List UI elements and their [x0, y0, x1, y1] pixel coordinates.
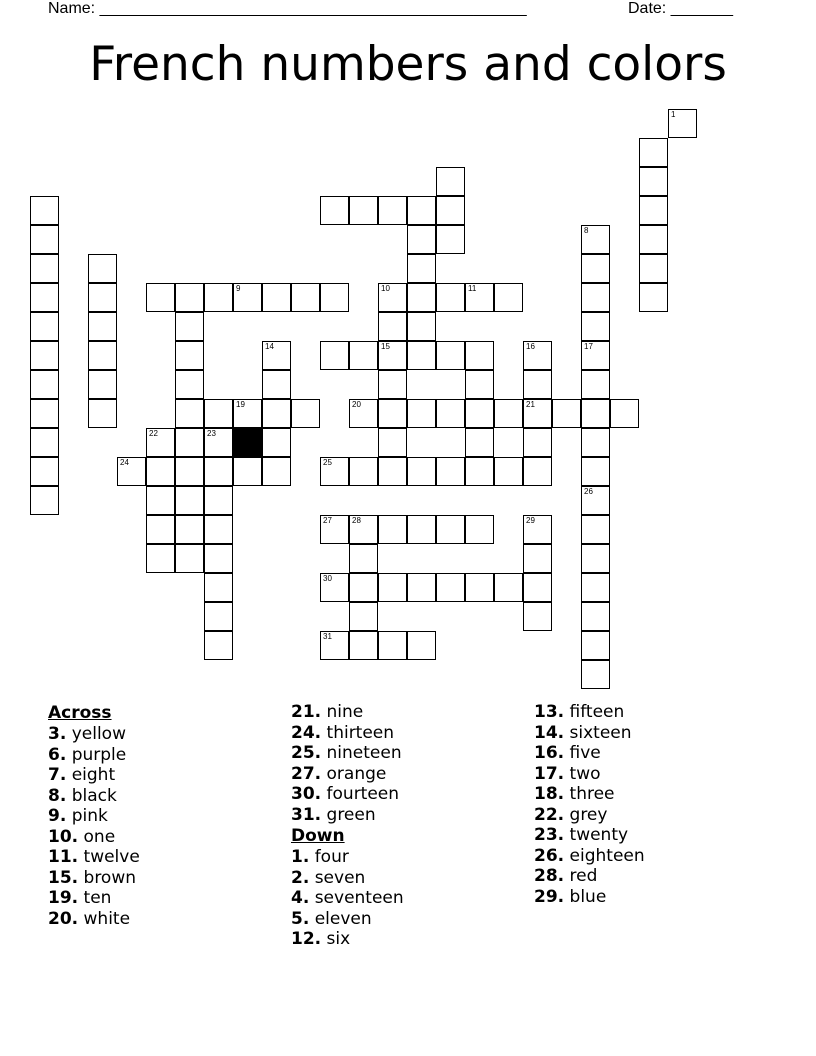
clue-text: ten [78, 888, 112, 908]
clue-text: purple [66, 744, 127, 765]
clue-item [48, 765, 140, 786]
clue-number: 6. [48, 744, 67, 765]
clue-number-label: 28 [352, 516, 361, 525]
clue-text: nineteen [321, 743, 402, 763]
crossword-cell[interactable] [175, 544, 204, 573]
crossword-cell[interactable] [204, 544, 233, 573]
crossword-cell[interactable] [581, 631, 610, 660]
crossword-cell[interactable] [262, 457, 291, 486]
crossword-cell[interactable] [436, 196, 465, 225]
crossword-cell[interactable] [349, 457, 378, 486]
clue-number-label: 26 [584, 487, 593, 496]
clue-text: black [66, 785, 117, 806]
crossword-cell[interactable] [349, 544, 378, 573]
crossword-cell[interactable] [262, 370, 291, 399]
clue-text: fifteen [564, 702, 625, 722]
crossword-cell[interactable] [436, 573, 465, 602]
crossword-cell[interactable] [465, 515, 494, 544]
crossword-cell[interactable] [407, 225, 436, 254]
crossword-cell[interactable] [407, 312, 436, 341]
clue-column-3 [534, 702, 645, 907]
crossword-cell[interactable] [436, 167, 465, 196]
crossword-cell[interactable] [494, 283, 523, 312]
crossword-cell[interactable] [30, 254, 59, 283]
crossword-cell[interactable] [378, 428, 407, 457]
crossword-cell[interactable] [523, 515, 552, 544]
clue-number-label: 19 [236, 400, 245, 409]
crossword-cell[interactable] [378, 283, 407, 312]
crossword-cell[interactable] [349, 399, 378, 428]
crossword-cell[interactable] [581, 544, 610, 573]
clue-item [291, 743, 404, 764]
crossword-cell[interactable] [436, 399, 465, 428]
crossword-cell[interactable] [88, 399, 117, 428]
crossword-cell[interactable] [436, 283, 465, 312]
crossword-cell[interactable] [523, 602, 552, 631]
clue-text: six [321, 929, 351, 949]
clue-text: red [564, 866, 598, 886]
clue-item [291, 723, 404, 744]
clue-number: 13. [534, 702, 565, 722]
crossword-cell[interactable] [175, 428, 204, 457]
crossword-cell[interactable] [378, 196, 407, 225]
clue-number-label: 16 [526, 342, 535, 351]
clue-list-col2-down [291, 847, 404, 950]
across-heading: Across [48, 703, 112, 723]
clue-text: brown [78, 867, 137, 888]
crossword-cell[interactable] [407, 515, 436, 544]
crossword-cell[interactable] [320, 457, 349, 486]
blocked-cell [233, 428, 262, 457]
clue-item [48, 868, 140, 889]
clue-text: twenty [564, 825, 629, 845]
clue-number-label: 9 [236, 284, 241, 293]
crossword-cell[interactable] [436, 341, 465, 370]
crossword-cell[interactable] [30, 370, 59, 399]
clue-number: 8. [48, 785, 67, 806]
crossword-cell[interactable] [349, 573, 378, 602]
clue-text: green [321, 804, 376, 825]
clue-number-label: 22 [149, 429, 158, 438]
crossword-cell[interactable] [88, 254, 117, 283]
clue-number: 9. [48, 806, 67, 826]
clue-item [48, 909, 140, 930]
crossword-cell[interactable] [233, 457, 262, 486]
crossword-cell[interactable] [30, 486, 59, 515]
crossword-cell[interactable] [552, 399, 581, 428]
crossword-cell[interactable] [668, 109, 697, 138]
clue-text: eight [66, 765, 116, 785]
crossword-cell[interactable] [349, 515, 378, 544]
crossword-cell[interactable] [320, 283, 349, 312]
clue-item [534, 723, 645, 744]
crossword-cell[interactable] [610, 399, 639, 428]
clue-text: grey [564, 804, 608, 825]
clue-number: 27. [291, 763, 322, 784]
clue-text: three [564, 784, 615, 804]
crossword-cell[interactable] [175, 283, 204, 312]
crossword-cell[interactable] [378, 370, 407, 399]
crossword-cell[interactable] [146, 428, 175, 457]
crossword-cell[interactable] [639, 196, 668, 225]
crossword-cell[interactable] [494, 573, 523, 602]
crossword-cell[interactable] [378, 631, 407, 660]
clue-number: 21. [291, 702, 322, 722]
crossword-cell[interactable] [465, 457, 494, 486]
clue-number-label: 27 [323, 516, 332, 525]
clue-item [48, 806, 140, 827]
crossword-cell[interactable] [378, 573, 407, 602]
crossword-cell[interactable] [117, 457, 146, 486]
clue-item [291, 702, 404, 723]
crossword-cell[interactable] [523, 341, 552, 370]
crossword-cell[interactable] [581, 573, 610, 602]
crossword-cell[interactable] [436, 225, 465, 254]
crossword-cell[interactable] [349, 341, 378, 370]
clue-number: 17. [534, 763, 565, 784]
clue-number: 12. [291, 929, 322, 949]
clue-item [291, 805, 404, 826]
crossword-cell[interactable] [494, 457, 523, 486]
crossword-cell[interactable] [639, 254, 668, 283]
clue-number: 25. [291, 743, 322, 763]
crossword-cell[interactable] [494, 399, 523, 428]
clue-number-label: 30 [323, 574, 332, 583]
clue-number: 31. [291, 804, 322, 825]
crossword-cell[interactable] [407, 341, 436, 370]
crossword-cell[interactable] [436, 457, 465, 486]
crossword-cell[interactable] [407, 457, 436, 486]
crossword-cell[interactable] [523, 370, 552, 399]
crossword-cell[interactable] [204, 399, 233, 428]
clue-number: 5. [291, 908, 310, 929]
clue-item [534, 846, 645, 867]
clue-number-label: 14 [265, 342, 274, 351]
crossword-cell[interactable] [320, 573, 349, 602]
clue-item [291, 888, 404, 909]
crossword-cell[interactable] [639, 283, 668, 312]
crossword-cell[interactable] [378, 399, 407, 428]
crossword-cell[interactable] [30, 341, 59, 370]
clue-text: seventeen [309, 888, 404, 908]
clue-item [48, 724, 140, 745]
crossword-cell[interactable] [175, 399, 204, 428]
crossword-cell[interactable] [320, 515, 349, 544]
clue-number-label: 24 [120, 458, 129, 467]
clue-number: 11. [48, 847, 79, 867]
crossword-cell[interactable] [30, 196, 59, 225]
crossword-cell[interactable] [175, 457, 204, 486]
clue-number-label: 20 [352, 400, 361, 409]
clue-list-col2-across [291, 702, 404, 825]
clue-item [534, 764, 645, 785]
crossword-cell[interactable] [465, 573, 494, 602]
crossword-cell[interactable] [378, 341, 407, 370]
clue-item [534, 702, 645, 723]
clue-number: 29. [534, 886, 565, 907]
crossword-cell[interactable] [88, 283, 117, 312]
crossword-cell[interactable] [523, 428, 552, 457]
clue-text: eleven [309, 908, 372, 929]
clue-text: one [78, 826, 116, 847]
crossword-cell[interactable] [320, 341, 349, 370]
crossword-cell[interactable] [581, 283, 610, 312]
clue-text: four [309, 847, 349, 867]
clue-number: 7. [48, 765, 67, 785]
clue-number: 15. [48, 867, 79, 888]
crossword-cell[interactable] [581, 341, 610, 370]
clue-item [291, 868, 404, 889]
date-line: _______ [670, 0, 733, 17]
crossword-cell[interactable] [175, 341, 204, 370]
crossword-cell[interactable] [204, 573, 233, 602]
clue-number-label: 15 [381, 342, 390, 351]
crossword-cell[interactable] [146, 457, 175, 486]
clue-text: nine [321, 702, 364, 722]
name-line: ________________________________________________ [99, 0, 527, 17]
clue-text: white [78, 908, 131, 929]
clue-text: eighteen [564, 845, 645, 866]
crossword-cell[interactable] [88, 312, 117, 341]
clue-item [48, 827, 140, 848]
crossword-cell[interactable] [581, 225, 610, 254]
crossword-cell[interactable] [639, 167, 668, 196]
clue-number: 20. [48, 908, 79, 929]
crossword-cell[interactable] [30, 399, 59, 428]
crossword-cell[interactable] [436, 515, 465, 544]
crossword-cell[interactable] [204, 631, 233, 660]
clue-text: yellow [66, 724, 126, 744]
clue-item [291, 909, 404, 930]
clue-item [48, 786, 140, 807]
clue-item [291, 764, 404, 785]
crossword-cell[interactable] [349, 196, 378, 225]
crossword-cell[interactable] [465, 428, 494, 457]
clue-list-col1 [48, 724, 140, 929]
crossword-cell[interactable] [523, 544, 552, 573]
clue-number-label: 17 [584, 342, 593, 351]
crossword-cell[interactable] [465, 399, 494, 428]
clue-text: seven [309, 867, 366, 888]
crossword-cell[interactable] [146, 283, 175, 312]
crossword-cell[interactable] [639, 225, 668, 254]
clue-text: two [564, 763, 601, 784]
clue-number-label: 10 [381, 284, 390, 293]
crossword-cell[interactable] [146, 486, 175, 515]
crossword-cell[interactable] [581, 660, 610, 689]
crossword-cell[interactable] [523, 399, 552, 428]
crossword-cell[interactable] [581, 602, 610, 631]
crossword-cell[interactable] [581, 399, 610, 428]
crossword-cell[interactable] [523, 573, 552, 602]
date-label: Date: [628, 0, 667, 17]
crossword-cell[interactable] [30, 312, 59, 341]
clue-item [534, 784, 645, 805]
crossword-cell[interactable] [407, 196, 436, 225]
clue-column-2 [291, 702, 404, 950]
clue-number: 4. [291, 888, 310, 908]
clue-item [48, 888, 140, 909]
clue-item [534, 825, 645, 846]
crossword-cell[interactable] [262, 341, 291, 370]
crossword-cell[interactable] [88, 370, 117, 399]
crossword-cell[interactable] [291, 399, 320, 428]
crossword-cell[interactable] [262, 399, 291, 428]
clue-text: sixteen [564, 722, 632, 743]
crossword-cell[interactable] [204, 283, 233, 312]
clue-item [291, 784, 404, 805]
clue-number-label: 31 [323, 632, 332, 641]
clue-number: 30. [291, 784, 322, 804]
crossword-cell[interactable] [378, 457, 407, 486]
crossword-cell[interactable] [30, 283, 59, 312]
crossword-cell[interactable] [175, 515, 204, 544]
clue-number-label: 21 [526, 400, 535, 409]
crossword-cell[interactable] [30, 457, 59, 486]
clue-number: 16. [534, 743, 565, 763]
clue-text: thirteen [321, 722, 395, 743]
crossword-cell[interactable] [262, 283, 291, 312]
clue-number: 14. [534, 722, 565, 743]
clue-item [534, 743, 645, 764]
page-title: French numbers and colors [89, 37, 727, 92]
clue-number-label: 23 [207, 429, 216, 438]
clue-item [291, 847, 404, 868]
clue-item [291, 929, 404, 950]
clue-number: 1. [291, 847, 310, 867]
clue-text: fourteen [321, 784, 400, 804]
clue-number-label: 8 [584, 226, 589, 235]
crossword-cell[interactable] [581, 515, 610, 544]
crossword-cell[interactable] [465, 370, 494, 399]
crossword-cell[interactable] [204, 602, 233, 631]
crossword-cell[interactable] [320, 631, 349, 660]
crossword-cell[interactable] [523, 457, 552, 486]
crossword-cell[interactable] [30, 225, 59, 254]
clue-text: blue [564, 886, 607, 907]
clue-number: 26. [534, 845, 565, 866]
crossword-cell[interactable] [204, 428, 233, 457]
clue-number: 3. [48, 724, 67, 744]
clue-number: 28. [534, 866, 565, 886]
crossword-cell[interactable] [465, 283, 494, 312]
clue-item [48, 745, 140, 766]
crossword-cell[interactable] [204, 515, 233, 544]
crossword-cell[interactable] [581, 428, 610, 457]
clue-number: 18. [534, 784, 565, 804]
crossword-cell[interactable] [30, 428, 59, 457]
down-heading: Down [291, 826, 345, 846]
clue-item [534, 887, 645, 908]
crossword-cell[interactable] [233, 399, 262, 428]
crossword-cell[interactable] [378, 312, 407, 341]
clue-number-label: 11 [468, 284, 477, 293]
clue-item [534, 805, 645, 826]
crossword-cell[interactable] [407, 573, 436, 602]
clue-number: 23. [534, 825, 565, 845]
clue-number: 22. [534, 804, 565, 825]
crossword-cell[interactable] [175, 486, 204, 515]
crossword-cell[interactable] [204, 457, 233, 486]
clue-number: 2. [291, 867, 310, 888]
crossword-cell[interactable] [349, 631, 378, 660]
clue-text: twelve [78, 847, 140, 867]
clue-number-label: 29 [526, 516, 535, 525]
crossword-cell[interactable] [233, 283, 262, 312]
crossword-cell[interactable] [88, 341, 117, 370]
clue-text: five [564, 743, 601, 763]
crossword-cell[interactable] [146, 544, 175, 573]
crossword-cell[interactable] [581, 254, 610, 283]
clue-item [48, 847, 140, 868]
crossword-cell[interactable] [349, 602, 378, 631]
clue-number: 19. [48, 888, 79, 908]
clue-text: pink [66, 806, 108, 826]
clue-text: orange [321, 763, 387, 784]
crossword-cell[interactable] [175, 370, 204, 399]
crossword-cell[interactable] [175, 312, 204, 341]
crossword-cell[interactable] [465, 341, 494, 370]
clue-item [534, 866, 645, 887]
crossword-cell[interactable] [291, 283, 320, 312]
crossword-cell[interactable] [407, 283, 436, 312]
crossword-cell[interactable] [407, 399, 436, 428]
clue-column-1 [48, 702, 140, 929]
name-label: Name: [48, 0, 96, 17]
crossword-cell[interactable] [407, 631, 436, 660]
crossword-cell[interactable] [320, 196, 349, 225]
crossword-cell[interactable] [407, 254, 436, 283]
clue-number: 10. [48, 826, 79, 847]
crossword-cell[interactable] [581, 457, 610, 486]
crossword-cell[interactable] [581, 486, 610, 515]
crossword-cell[interactable] [262, 428, 291, 457]
crossword-cell[interactable] [146, 515, 175, 544]
clue-list-col3 [534, 702, 645, 907]
crossword-cell[interactable] [581, 370, 610, 399]
clue-number: 24. [291, 722, 322, 743]
crossword-cell[interactable] [581, 312, 610, 341]
crossword-cell[interactable] [204, 486, 233, 515]
crossword-cell[interactable] [378, 515, 407, 544]
clue-number-label: 1 [671, 110, 676, 119]
clue-number-label: 25 [323, 458, 332, 467]
crossword-cell[interactable] [639, 138, 668, 167]
